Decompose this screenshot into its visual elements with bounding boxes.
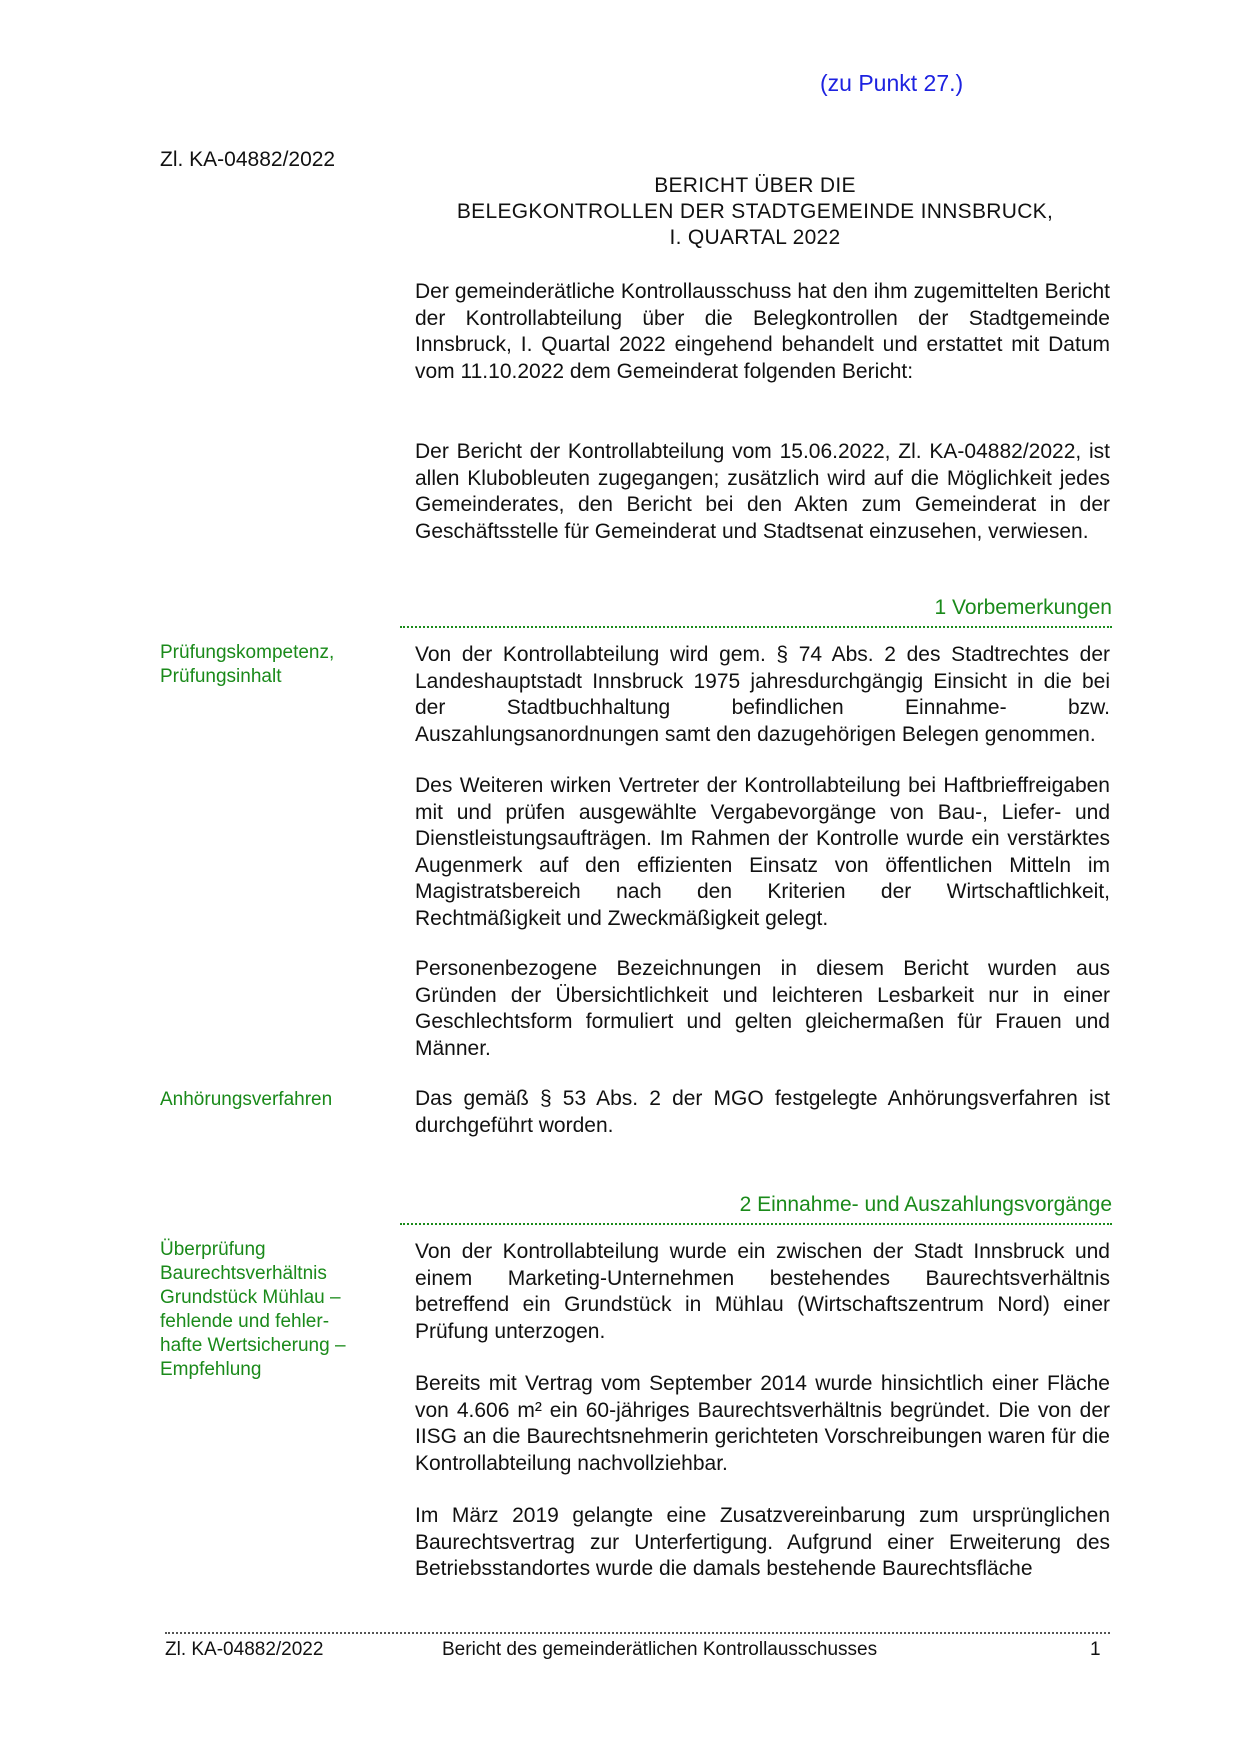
file-number: Zl. KA-04882/2022 xyxy=(160,148,336,171)
body-paragraph: Personenbezogene Bezeichnungen in diesem Bericht wurden aus Gründen der Übersichtlichkeit und leichteren Lesbarkeit nur in einer Geschlechtsform formuliert und gelten gleichermaßen für Frauen und Männer. xyxy=(415,957,1110,1060)
body-paragraph: Im März 2019 gelangte eine Zusatzvereinbarung zum ursprünglichen Baurechtsvertrag zur Unterfertigung. Aufgrund einer Erweiterung des Betriebsstandortes wurde die damals bestehende Baurechtsfläche xyxy=(415,1504,1110,1580)
title-line: I. QUARTAL 2022 xyxy=(669,226,841,249)
body-paragraph: Bereits mit Vertrag vom September 2014 wurde hinsichtlich einer Fläche von 4.606 m² ein 60-jähriges Baurechtsverhältnis begründet. Die von der IISG an die Baurechtsnehmerin gerichteten Vorschreibungen waren für die Kontrollabteilung nachvollziehbar. xyxy=(415,1372,1110,1475)
report-title xyxy=(410,173,1100,251)
margin-note-baurecht xyxy=(160,1238,375,1382)
body-paragraph: Das gemäß § 53 Abs. 2 der MGO festgelegte Anhörungsverfahren ist durchgeführt worden. xyxy=(415,1087,1110,1137)
margin-note-line: Grundstück Mühlau – xyxy=(160,1287,341,1308)
margin-note-pruefungskompetenz: Prüfungskompetenz, Prüfungsinhalt xyxy=(160,642,335,687)
margin-note-line: hafte Wertsicherung – xyxy=(160,1335,346,1356)
footer-report-name: Bericht des gemeinderätlichen Kontrollausschusses xyxy=(442,1639,878,1660)
margin-note-line: Empfehlung xyxy=(160,1359,262,1380)
page-number: 1 xyxy=(1090,1639,1101,1660)
body-paragraph: Des Weiteren wirken Vertreter der Kontrollabteilung bei Haftbrieffreigaben mit und prüfen ausgewählte Vergabevorgänge von Bau-, Liefer- und Dienstleistungsaufträgen. Im Rahmen der Kontrolle wurde ein verstärktes Augenmerk auf den effizienten Einsatz von öffentlichen Mitteln im Magistratsbereich nach den Kriterien der Wirtschaftlichkeit, Rechtmäßigkeit und Zweckmäßigkeit gelegt. xyxy=(415,774,1110,930)
title-line: BELEGKONTROLLEN DER STADTGEMEINDE INNSBRUCK, xyxy=(456,200,1054,223)
margin-note-line: Überprüfung xyxy=(160,1239,266,1260)
intro-paragraph: Der gemeinderätliche Kontrollausschuss hat den ihm zugemittelten Bericht der Kontrollabteilung über die Belegkontrollen der Stadtgemeinde Innsbruck, I. Quartal 2022 eingehend behandelt und erstattet mit Datum vom 11.10.2022 dem Gemeinderat folgenden Bericht: xyxy=(415,280,1110,383)
footer-file-number: Zl. KA-04882/2022 xyxy=(165,1639,324,1660)
footer-divider xyxy=(165,1632,1110,1634)
margin-note-anhoerungsverfahren: Anhörungsverfahren xyxy=(160,1089,333,1110)
section-heading-vorbemerkungen: 1 Vorbemerkungen xyxy=(400,596,1112,628)
body-paragraph: Von der Kontrollabteilung wird gem. § 74 Abs. 2 des Stadtrechtes der Landeshauptstadt Innsbruck 1975 jahresdurchgängig Einsicht in die bei der Stadtbuchhaltung befindlichen Einnahme- bzw. Auszahlungsanordnungen samt den dazugehörigen Belegen genommen. xyxy=(415,643,1110,746)
agenda-reference: (zu Punkt 27.) xyxy=(820,70,964,96)
margin-note-line: Baurechtsverhältnis xyxy=(160,1263,327,1284)
body-paragraph: Von der Kontrollabteilung wurde ein zwischen der Stadt Innsbruck und einem Marketing-Unternehmen bestehendes Baurechtsverhältnis betreffend ein Grundstück in Mühlau (Wirtschaftszentrum Nord) einer Prüfung unterzogen. xyxy=(415,1240,1110,1343)
margin-note-line: fehlende und fehler- xyxy=(160,1311,330,1332)
section-heading-einnahme: 2 Einnahme- und Auszahlungsvorgänge xyxy=(400,1193,1112,1225)
title-line: BERICHT ÜBER DIE xyxy=(654,174,856,197)
intro-paragraph: Der Bericht der Kontrollabteilung vom 15.06.2022, Zl. KA-04882/2022, ist allen Klubobleuten zugegangen; zusätzlich wird auf die Möglichkeit jedes Gemeinderates, den Bericht bei den Akten zum Gemeinderat in der Geschäftsstelle für Gemeinderat und Stadtsenat einzusehen, verwiesen. xyxy=(415,440,1110,543)
